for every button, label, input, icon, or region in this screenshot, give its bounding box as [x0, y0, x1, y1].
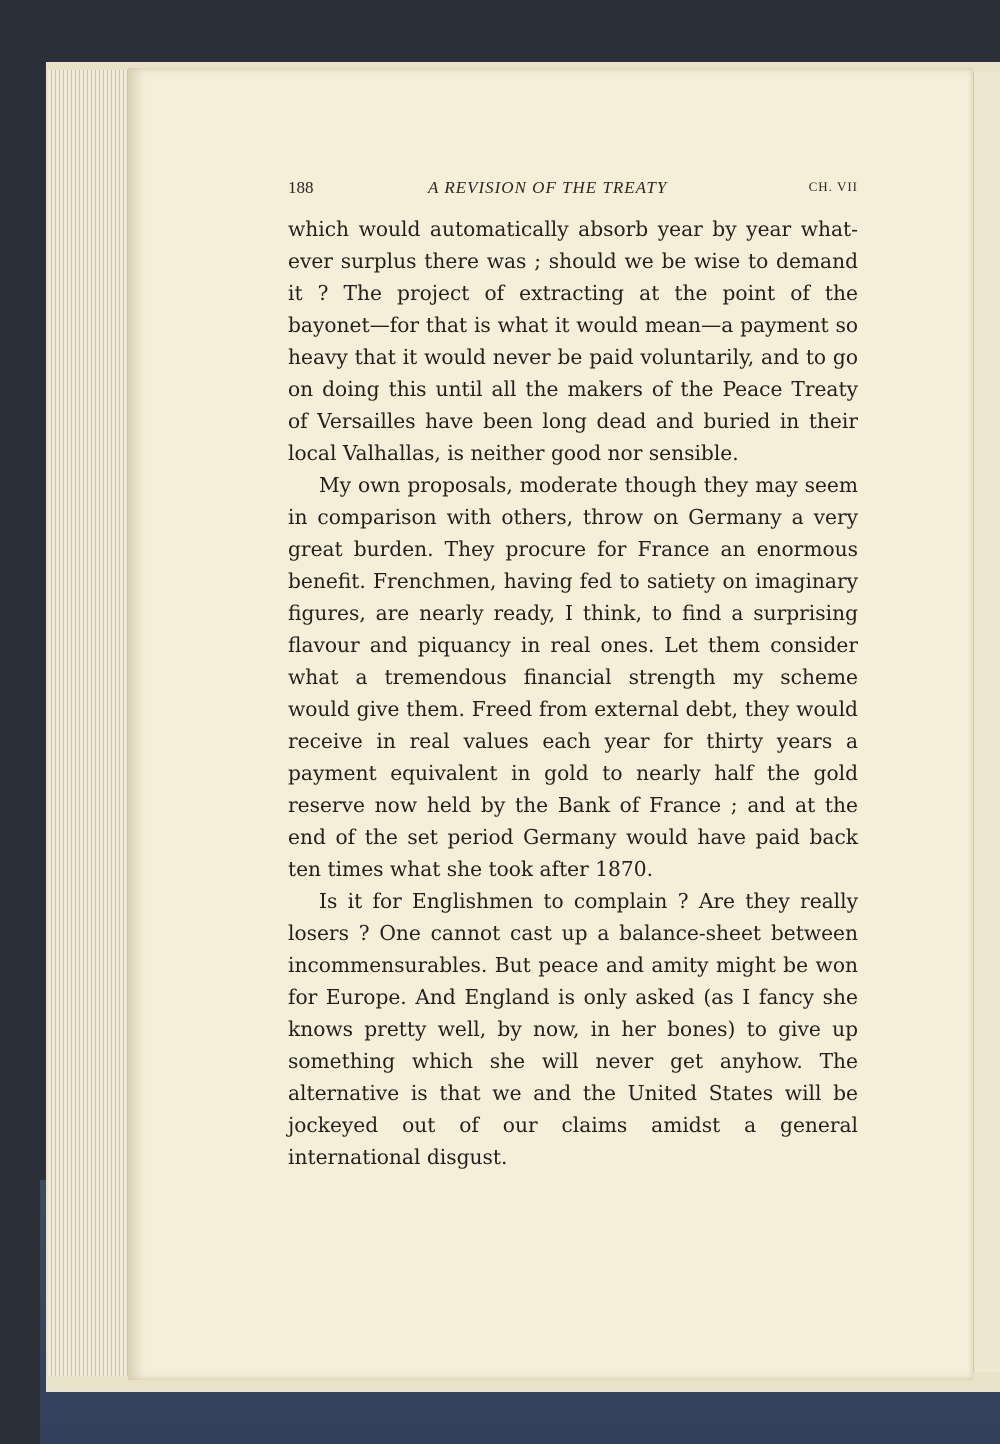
paragraph: Is it for Englishmen to complain ? Are they really losers ? One cannot cast up a balance-sheet between incommensurables. But peace and amity might be won for Europe. And England is only asked (as I fancy she knows pretty well, by now, in her bones) to give up something which she will never get anyhow. The alternative is that we and the United States will be jockeyed out of our claims amidst a general international disgust. [288, 889, 858, 1169]
running-title: A REVISION OF THE TREATY [428, 178, 668, 197]
paragraph: which would automatically absorb year by year whatever surplus there was ; should we be wise to demand it ? The project of extracting at the point of the bayonet—for that is what it would mean—a payment so heavy that it would never be paid voluntarily, and to go on doing this until all the makers of the Peace Treaty of Versailles have been long dead and buried in their local Valhallas, is neither good nor sensible. [288, 217, 858, 465]
body-text [288, 213, 858, 1173]
running-head [288, 178, 858, 202]
next-page-edge [973, 72, 1000, 1372]
page-edges [48, 70, 140, 1376]
chapter-label: CH. VII [808, 179, 858, 194]
page-number: 188 [288, 178, 314, 197]
paragraph: My own proposals, moderate though they may seem in comparison with others, throw on Germany a very great burden. They procure for France an enormous benefit. Frenchmen, having fed to satiety on imaginary figures, are nearly ready, I think, to find a surprising flavour and piquancy in real ones. Let them consider what a tremendous financial strength my scheme would give them. Freed from external debt, they would receive in real values each year for thirty years a payment equivalent in gold to nearly half the gold reserve now held by the Bank of France ; and at the end of the set period Germany would have paid back ten times what she took after 1870. [288, 473, 858, 881]
